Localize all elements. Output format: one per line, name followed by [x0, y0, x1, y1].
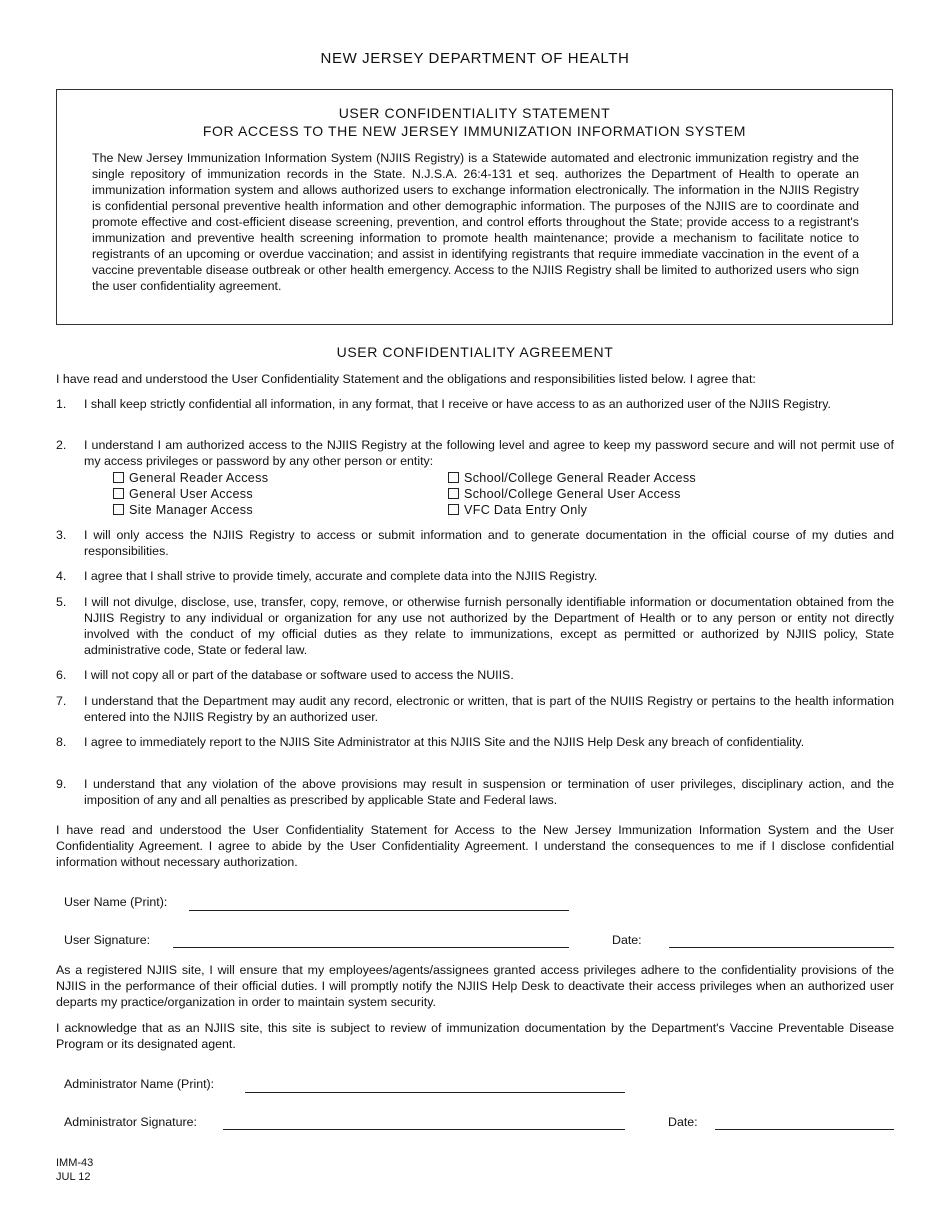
checkbox-label: School/College General User Access [464, 487, 681, 501]
user-signature-label: User Signature: [64, 933, 151, 947]
item-number: 6. [56, 668, 67, 682]
agreement-item-4 [56, 568, 894, 584]
form-id: IMM-43 [56, 1157, 94, 1169]
item-text: I will not copy all or part of the database or software used to access the NUIIS. [84, 668, 514, 682]
user-name-field[interactable] [189, 910, 569, 911]
item-text: I will not divulge, disclose, use, transfer, copy, remove, or otherwise furnish personally identifiable information or documentation obtained from the NJIIS Registry to any individual or organization for any use not authorized by the Department of Health or to any person or entity not directly involved with the conduct of my official duties as they relate to immunizations, except as permitted or authorized by NJIIS policy, State administrative code, State or federal law. [84, 595, 894, 657]
access-option-general-user[interactable] [113, 486, 253, 502]
admin-name-field[interactable] [245, 1092, 625, 1093]
acknowledgment-paragraph: I have read and understood the User Confidentiality Statement for Access to the New Jersey Immunization Information System and the User Confidentiality Agreement. I agree to abide by the User Confidentiality Agreement. I understand the consequences to me if I disclose confidential information without necessary authorization. [56, 823, 894, 869]
statement-title-line1: USER CONFIDENTIALITY STATEMENT [338, 105, 611, 121]
item-number: 4. [56, 569, 67, 583]
statement-body: The New Jersey Immunization Information System (NJIIS Registry) is a Statewide automated and electronic immunization registry and the single repository of immunization records in the State. N.J.S.A. 26:4-131 et seq. authorizes the Department of Health to operate an immunization information system and allows authorized users to exchange information electronically. The information in the NJIIS Registry is confidential personal preventive health information and other demographic information. The purposes of the NJIIS are to coordinate and promote effective and cost-efficient disease screening, prevention, and control efforts throughout the State; provide access to a registrant's immunization and preventive health screening information to promote health maintenance; provide a mechanism to facilitate notice to registrants of an upcoming or overdue vaccination; and assist in identifying registrants that require immediate vaccination in the event of a vaccine preventable disease outbreak or other health emergency. Access to the NJIIS Registry shall be limited to authorized users who sign the user confidentiality agreement. [92, 151, 859, 293]
admin-date-label: Date: [668, 1115, 698, 1129]
access-option-school-reader[interactable] [448, 470, 696, 486]
item-text: I understand that any violation of the above provisions may result in suspension or termination of user privileges, disciplinary action, and the imposition of any and all penalties as prescribed by applicable State and Federal laws. [84, 777, 894, 807]
access-option-site-manager[interactable] [113, 502, 253, 518]
admin-name-label: Administrator Name (Print): [64, 1077, 215, 1091]
checkbox[interactable] [448, 504, 459, 515]
item-text: I agree that I shall strive to provide timely, accurate and complete data into the NJIIS Registry. [84, 569, 598, 583]
checkbox[interactable] [448, 488, 459, 499]
statement-title-line2: FOR ACCESS TO THE NEW JERSEY IMMUNIZATION INFORMATION SYSTEM [202, 123, 747, 139]
user-date-label: Date: [612, 933, 642, 947]
confidentiality-statement-box [56, 89, 893, 325]
checkbox-label: General Reader Access [129, 471, 269, 485]
agreement-title: USER CONFIDENTIALITY AGREEMENT [336, 344, 614, 360]
admin-signature-field[interactable] [223, 1129, 625, 1130]
admin-date-field[interactable] [715, 1129, 894, 1130]
agreement-item-2 [56, 437, 894, 469]
agreement-item-8 [56, 734, 894, 750]
access-option-general-reader[interactable] [113, 470, 268, 486]
access-option-vfc[interactable] [448, 502, 587, 518]
checkbox[interactable] [113, 504, 124, 515]
item-number: 7. [56, 694, 67, 708]
checkbox-label: VFC Data Entry Only [464, 503, 588, 517]
checkbox[interactable] [113, 488, 124, 499]
item-text: I understand I am authorized access to the NJIIS Registry at the following level and agree to keep my password secure and will not permit use of my access privileges or password by any other person or entity: [84, 438, 894, 468]
user-date-field[interactable] [669, 947, 894, 948]
department-header: NEW JERSEY DEPARTMENT OF HEALTH [320, 50, 630, 67]
agreement-intro: I have read and understood the User Confidentiality Statement and the obligations and responsibilities listed below. I agree that: [56, 372, 756, 386]
item-number: 5. [56, 595, 67, 609]
item-number: 1. [56, 397, 67, 411]
site-responsibility-paragraph: As a registered NJIIS site, I will ensure that my employees/agents/assignees granted access privileges adhere to the confidentiality provisions of the NJIIS in the performance of their official duties. I will promptly notify the NJIIS Help Desk to deactivate their access privileges when an authorized user departs my practice/organization in order to maintain system security. [56, 963, 894, 1009]
admin-signature-label: Administrator Signature: [64, 1115, 197, 1129]
agreement-item-5 [56, 594, 894, 658]
agreement-item-1 [56, 396, 894, 412]
user-signature-field[interactable] [173, 947, 569, 948]
item-text: I will only access the NJIIS Registry to access or submit information and to generate documentation in the official course of my duties and responsibilities. [84, 528, 894, 558]
item-number: 8. [56, 735, 67, 749]
checkbox-label: School/College General Reader Access [464, 471, 697, 485]
agreement-item-3 [56, 527, 894, 559]
checkbox-label: General User Access [129, 487, 253, 501]
item-text: I agree to immediately report to the NJIIS Site Administrator at this NJIIS Site and the NJIIS Help Desk any breach of confidentiality. [84, 735, 805, 749]
site-review-paragraph: I acknowledge that as an NJIIS site, this site is subject to review of immunization documentation by the Department's Vaccine Preventable Disease Program or its designated agent. [56, 1021, 894, 1051]
checkbox-label: Site Manager Access [129, 503, 253, 517]
item-number: 3. [56, 528, 67, 542]
item-number: 9. [56, 777, 67, 791]
item-text: I shall keep strictly confidential all information, in any format, that I receive or have access to as an authorized user of the NJIIS Registry. [84, 397, 832, 411]
access-option-school-user[interactable] [448, 486, 681, 502]
form-date: JUL 12 [56, 1171, 91, 1183]
user-name-label: User Name (Print): [64, 895, 168, 909]
agreement-item-6 [56, 667, 894, 683]
item-number: 2. [56, 438, 67, 452]
item-text: I understand that the Department may audit any record, electronic or written, that is part of the NUIIS Registry or pertains to the health information entered into the NJIIS Registry by an authorized user. [84, 694, 894, 724]
checkbox[interactable] [113, 472, 124, 483]
agreement-item-9 [56, 776, 894, 808]
agreement-item-7 [56, 693, 894, 725]
checkbox[interactable] [448, 472, 459, 483]
